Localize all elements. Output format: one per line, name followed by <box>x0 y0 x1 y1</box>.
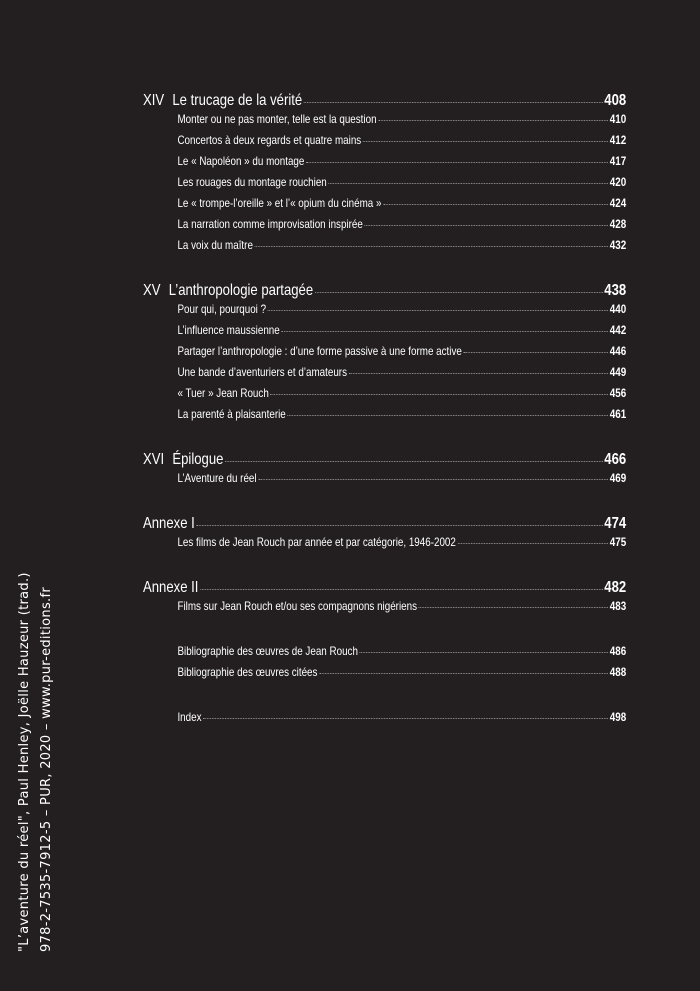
page-number: 432 <box>609 238 627 252</box>
chapter-number: XVI <box>143 451 165 468</box>
page-number: 417 <box>609 154 627 168</box>
section-title: Monter ou ne pas monter, telle est la question <box>177 112 377 126</box>
toc-chapter-xv[interactable] <box>143 282 626 302</box>
dot-leader <box>464 352 609 353</box>
publisher-credit <box>14 572 58 952</box>
dot-leader <box>225 461 603 462</box>
dot-leader <box>360 652 609 653</box>
chapter-number: XV <box>143 282 161 299</box>
toc-section[interactable] <box>143 302 626 323</box>
page-number: 488 <box>609 665 627 679</box>
toc-section[interactable] <box>143 344 626 365</box>
toc-section[interactable] <box>143 365 626 386</box>
dot-leader <box>287 415 608 416</box>
dot-leader <box>315 292 603 293</box>
page-number: 446 <box>609 344 627 358</box>
chapter-title: Épilogue <box>172 451 224 468</box>
credit-line-2: 978-2-7535-7912-5 – PUR, 2020 – www.pur-editions.fr <box>39 587 54 952</box>
toc-section[interactable] <box>143 407 626 428</box>
dot-leader <box>270 394 608 395</box>
toc-annexe-2[interactable] <box>143 579 626 599</box>
section-title: Pour qui, pourquoi ? <box>177 302 267 316</box>
section-title: Index <box>177 710 202 724</box>
chapter-number: XIV <box>143 92 165 109</box>
section-title: Les films de Jean Rouch par année et par catégorie, 1946-2002 <box>177 535 456 549</box>
dot-leader <box>319 673 608 674</box>
toc-section[interactable] <box>143 599 626 620</box>
page-number: 420 <box>609 175 627 189</box>
section-title: La voix du maître <box>177 238 253 252</box>
toc-section[interactable] <box>143 471 626 492</box>
section-title: Films sur Jean Rouch et/ou ses compagnons nigériens <box>177 599 418 613</box>
section-title: La narration comme improvisation inspirée <box>177 217 363 231</box>
toc-section[interactable] <box>143 175 626 196</box>
page-number: 482 <box>604 579 627 596</box>
dot-leader <box>306 162 608 163</box>
dot-leader <box>281 331 608 332</box>
section-title: « Tuer » Jean Rouch <box>177 386 269 400</box>
page-number: 412 <box>609 133 627 147</box>
section-title: Partager l’anthropologie : d’une forme passive à une forme active <box>177 344 462 358</box>
page-number: 469 <box>609 471 627 485</box>
toc-section[interactable] <box>143 238 626 259</box>
section-title: Les rouages du montage rouchien <box>177 175 327 189</box>
spacer <box>143 259 626 282</box>
dot-leader <box>203 718 608 719</box>
toc-section[interactable] <box>143 386 626 407</box>
page-number: 449 <box>609 365 627 379</box>
page-number: 456 <box>609 386 627 400</box>
dot-leader <box>349 373 608 374</box>
dot-leader <box>458 543 609 544</box>
section-title: L’Aventure du réel <box>177 471 257 485</box>
toc-section[interactable] <box>143 323 626 344</box>
spacer <box>143 556 626 579</box>
dot-leader <box>383 204 608 205</box>
section-title: L’influence maussienne <box>177 323 280 337</box>
toc-section[interactable] <box>143 217 626 238</box>
dot-leader <box>268 310 608 311</box>
spacer <box>143 492 626 515</box>
page-number: 466 <box>604 451 627 468</box>
toc-section[interactable] <box>143 535 626 556</box>
table-of-contents <box>143 92 626 731</box>
page-number: 461 <box>609 407 627 421</box>
annexe-title: Annexe I <box>143 515 195 532</box>
toc-bibliography-cited[interactable] <box>143 665 626 686</box>
toc-section[interactable] <box>143 112 626 133</box>
page-number: 442 <box>609 323 627 337</box>
section-title: La parenté à plaisanterie <box>177 407 286 421</box>
section-title: Le « Napoléon » du montage <box>177 154 305 168</box>
toc-bibliography-rouch[interactable] <box>143 644 626 665</box>
dot-leader <box>364 225 608 226</box>
section-title: Bibliographie des œuvres citées <box>177 665 318 679</box>
page-number: 410 <box>609 112 627 126</box>
dot-leader <box>196 525 602 526</box>
section-title: Une bande d’aventuriers et d’amateurs <box>177 365 348 379</box>
annexe-title: Annexe II <box>143 579 199 596</box>
page-number: 408 <box>604 92 627 109</box>
dot-leader <box>258 479 608 480</box>
chapter-title: Le trucage de la vérité <box>172 92 303 109</box>
dot-leader <box>378 120 608 121</box>
toc-chapter-xvi[interactable] <box>143 451 626 471</box>
dot-leader <box>304 102 603 103</box>
page-number: 486 <box>609 644 627 658</box>
page-number: 438 <box>604 282 627 299</box>
credit-line-1: "L’aventure du réel", Paul Henley, Joëlle Hauzeur (trad.) <box>17 572 32 952</box>
page-number: 428 <box>609 217 627 231</box>
dot-leader <box>363 141 608 142</box>
toc-section[interactable] <box>143 154 626 175</box>
page-number: 498 <box>609 710 627 724</box>
dot-leader <box>328 183 608 184</box>
section-title: Concertos à deux regards et quatre mains <box>177 133 362 147</box>
dot-leader <box>419 607 608 608</box>
toc-section[interactable] <box>143 196 626 217</box>
dot-leader <box>200 589 603 590</box>
spacer <box>143 428 626 451</box>
page-number: 483 <box>609 599 627 613</box>
page-number: 474 <box>604 515 627 532</box>
section-title: Le « trompe-l’oreille » et l’« opium du cinéma » <box>177 196 382 210</box>
page-number: 424 <box>609 196 627 210</box>
spacer <box>143 620 626 644</box>
toc-section[interactable] <box>143 133 626 154</box>
page-number: 440 <box>609 302 627 316</box>
toc-annexe-1[interactable] <box>143 515 626 535</box>
section-title: Bibliographie des œuvres de Jean Rouch <box>177 644 358 658</box>
dot-leader <box>255 246 609 247</box>
toc-index[interactable] <box>143 710 626 731</box>
page-number: 475 <box>609 535 627 549</box>
spacer <box>143 686 626 710</box>
toc-chapter-xiv[interactable] <box>143 92 626 112</box>
chapter-title: L’anthropologie partagée <box>168 282 314 299</box>
